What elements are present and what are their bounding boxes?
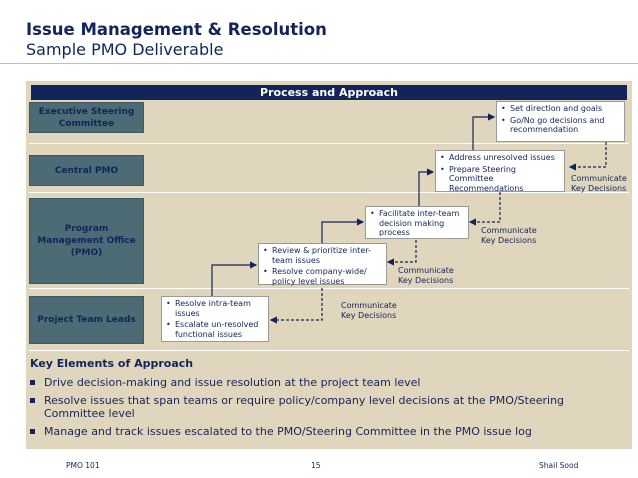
key-elements-title: Key Elements of Approach — [30, 357, 194, 370]
executive-action-item: • Go/No go decisions and recommendation — [501, 116, 621, 135]
escalation-arrow — [419, 172, 433, 209]
lane-label-text: Program Management Office (PMO) — [37, 224, 136, 258]
communicate-arrow — [388, 240, 416, 262]
escalation-arrow — [473, 117, 494, 150]
lane-label-text: Central PMO — [54, 165, 119, 176]
central-pmo-action-item: • Prepare Steering Committee Recommendations — [440, 165, 561, 194]
footer-page-number: 15 — [311, 461, 321, 470]
key-elements-list — [30, 376, 620, 443]
key-element-item: Resolve issues that span teams or require policy/company level decisions at the PMO/Steering Committee level — [30, 394, 620, 420]
communicate-key-decisions-label: Communicate Key Decisions — [398, 266, 454, 285]
key-element-item: Manage and track issues escalated to the PMO/Steering Committee in the PMO issue log — [30, 425, 620, 438]
team-action-item: • Escalate un-resolved functional issues — [166, 320, 265, 339]
footer-deck-name: PMO 101 — [66, 461, 100, 470]
communicate-arrow — [470, 192, 500, 222]
footer-author: Shail Sood — [539, 461, 579, 470]
communicate-arrow — [271, 288, 322, 320]
executive-actions-box — [496, 101, 625, 142]
escalation-arrow — [212, 265, 256, 296]
communicate-arrow — [570, 142, 606, 167]
escalation-arrow — [322, 222, 363, 243]
program-action-item: • Review & prioritize inter-team issues — [263, 246, 383, 265]
central-pmo-actions-box — [435, 150, 565, 192]
program-facilitate-box — [365, 206, 469, 239]
program-action-item: • Resolve company-wide/ policy level issues — [263, 267, 383, 286]
executive-action-item: • Set direction and goals — [501, 104, 621, 114]
communicate-key-decisions-label: Communicate Key Decisions — [341, 301, 397, 320]
page-subtitle: Sample PMO Deliverable — [26, 40, 224, 59]
key-element-item: Drive decision-making and issue resolution at the project team level — [30, 376, 620, 389]
central-pmo-action-item: • Address unresolved issues — [440, 153, 561, 163]
communicate-key-decisions-label: Communicate Key Decisions — [481, 226, 537, 245]
process-banner: Process and Approach — [31, 85, 627, 100]
lane-label-text: Project Team Leads — [37, 315, 136, 325]
program-review-box — [258, 243, 387, 285]
lane-label-text: Executive Steering Committee — [38, 106, 135, 129]
program-action-item: • Facilitate inter-team decision making process — [370, 209, 465, 238]
team-action-item: • Resolve intra-team issues — [166, 299, 265, 318]
communicate-key-decisions-label: Communicate Key Decisions — [571, 174, 627, 193]
team-actions-box — [161, 296, 269, 342]
page-title: Issue Management & Resolution — [26, 20, 327, 39]
